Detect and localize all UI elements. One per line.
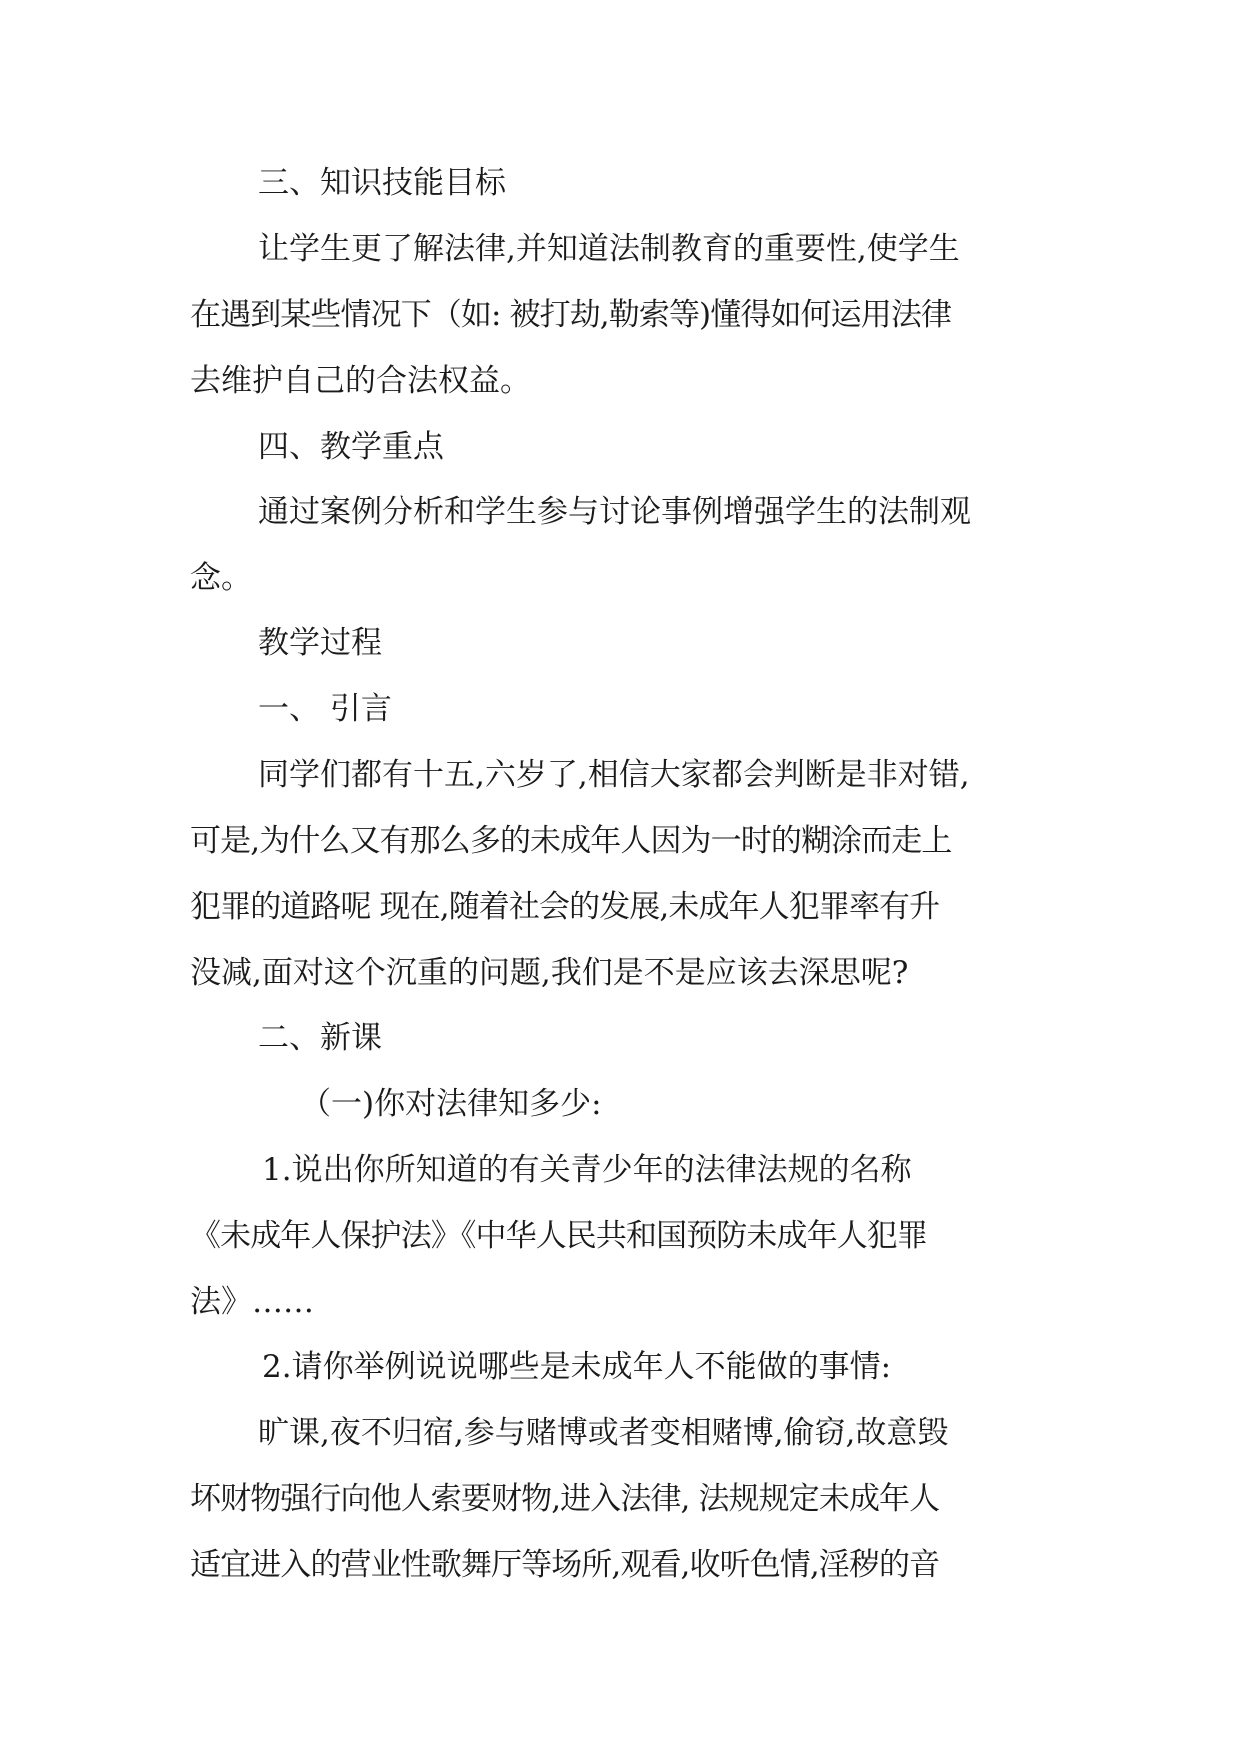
heading-introduction: 一、 引言 xyxy=(258,691,392,727)
paragraph-line: 没减,面对这个沉重的问题,我们是不是应该去深思呢? xyxy=(190,955,909,991)
paragraph-line: 适宜进入的营业性歌舞厅等场所,观看,收听色情,淫秽的音 xyxy=(190,1547,940,1583)
heading-teaching-focus: 四、教学重点 xyxy=(258,429,444,465)
paragraph-line: 法》…… xyxy=(190,1284,314,1320)
paragraph-line: 在遇到某些情况下（如: 被打劫,勒索等)懂得如何运用法律 xyxy=(190,297,952,333)
paragraph-line: 可是,为什么又有那么多的未成年人因为一时的糊涂而走上 xyxy=(190,823,952,859)
paragraph-line: 让学生更了解法律,并知道法制教育的重要性,使学生 xyxy=(258,231,960,267)
paragraph-line: 通过案例分析和学生参与讨论事例增强学生的法制观 xyxy=(258,494,971,530)
paragraph-line: 同学们都有十五,六岁了,相信大家都会判断是非对错, xyxy=(258,757,970,793)
list-item-1: 1.说出你所知道的有关青少年的法律法规的名称 xyxy=(262,1152,912,1188)
paragraph-line: 《未成年人保护法》《中华人民共和国预防未成年人犯罪 xyxy=(190,1218,927,1254)
paragraph-line: 旷课,夜不归宿,参与赌博或者变相赌博,偷窃,故意毁 xyxy=(258,1415,949,1451)
paragraph-line: 犯罪的道路呢 现在,随着社会的发展,未成年人犯罪率有升 xyxy=(190,889,940,925)
paragraph-line: 坏财物强行向他人索要财物,进入法律, 法规规定未成年人 xyxy=(190,1481,940,1517)
subheading-law-knowledge: （一)你对法律知多少: xyxy=(300,1086,602,1122)
heading-new-lesson: 二、新课 xyxy=(258,1020,382,1056)
list-item-2: 2.请你举例说说哪些是未成年人不能做的事情: xyxy=(262,1349,892,1385)
heading-knowledge-skill-goals: 三、知识技能目标 xyxy=(258,165,506,201)
paragraph-line: 念。 xyxy=(190,560,252,596)
paragraph-line: 去维护自己的合法权益。 xyxy=(190,363,531,399)
heading-teaching-process: 教学过程 xyxy=(258,625,382,661)
